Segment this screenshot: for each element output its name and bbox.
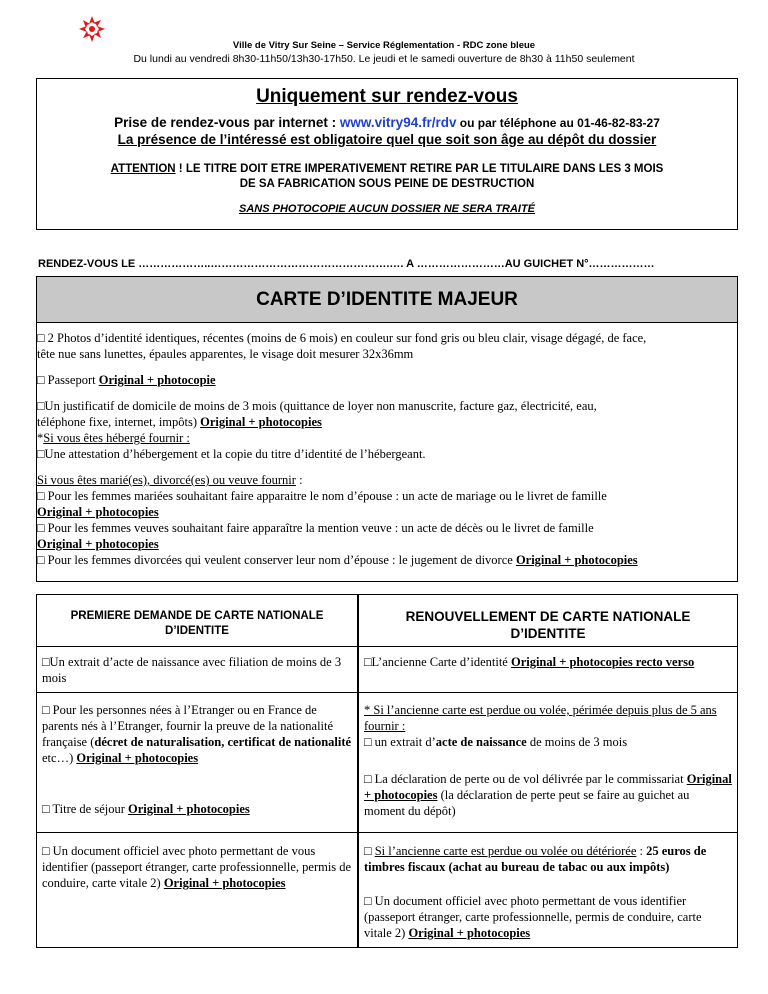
- nationality-text: □ Pour les personnes nées à l’Etranger ou en France de parents nés à l’Etranger, fournir la preuve de la nationalité française (: [42, 703, 334, 749]
- marital-section: [37, 472, 737, 568]
- declaration-requirement: Original + photocopies: [364, 772, 732, 802]
- marital-heading: Si vous êtes marié(es), divorcé(es) ou veuve fournir: [37, 473, 296, 487]
- renewal-header: [359, 595, 737, 647]
- marital-heading-suffix: :: [295, 473, 303, 487]
- stamps-condition: Si l’ancienne carte est perdue ou volée ou détériorée: [374, 844, 637, 858]
- old-card-requirement: Original + photocopies recto verso: [510, 655, 695, 669]
- old-card-text: □L’ancienne Carte d’identité: [364, 655, 511, 669]
- nationality-docs: décret de naturalisation, certificat de nationalité: [94, 735, 352, 749]
- id-card-section: [36, 276, 738, 582]
- widowed-item: □ Pour les femmes veuves souhaitant faire apparaître la mention veuve : un acte de décès ou le livret de famille: [37, 521, 594, 535]
- widowed-requirement: Original + photocopies: [37, 537, 159, 551]
- renewal-official-doc-text: □ Un document officiel avec photo permettant de vous identifier (passeport étranger, carte professionnelle, permis de conduire, carte vitale 2): [364, 894, 702, 940]
- official-doc-requirement: Original + photocopies: [163, 876, 286, 890]
- renewal-item-old-card: [359, 647, 737, 693]
- presence-notice: La présence de l’intéressé est obligatoire quel que soit son âge au dépôt du dossier: [117, 132, 657, 147]
- passport-label: □ Passeport: [37, 373, 99, 387]
- booking-link[interactable]: www.vitry94.fr/rdv: [339, 115, 457, 130]
- residence-text: □ Titre de séjour: [42, 802, 129, 816]
- renewal-column: [358, 594, 738, 948]
- photos-line2: tête nue sans lunettes, épaules apparentes, le visage doit mesurer 32x36mm: [37, 347, 414, 361]
- renewal-header-line1: RENOUVELLEMENT DE CARTE NATIONALE: [405, 609, 691, 624]
- stamps-amount: 25 euros de timbres fiscaux (achat au bureau de tabac ou aux impôts): [364, 844, 707, 874]
- card-title: CARTE D’IDENTITE MAJEUR: [37, 277, 737, 323]
- renewal-header-line2: D’IDENTITE: [510, 626, 586, 641]
- stamps-box: □: [364, 844, 375, 858]
- booking-phone: 01-46-82-83-27: [577, 116, 660, 130]
- declaration-note: (la déclaration de perte peut se faire au guichet au moment du dépôt): [364, 788, 690, 818]
- attention-word: ATTENTION: [110, 163, 176, 175]
- renewal-item-stamps: [359, 833, 737, 893]
- residence-requirement: Original + photocopies: [128, 802, 250, 816]
- birth-certificate-text: □Un extrait d’acte de naissance avec filiation de moins de 3 mois: [42, 655, 342, 685]
- booking-line: [37, 115, 737, 130]
- passport-requirement: Original + photocopie: [98, 373, 216, 387]
- nationality-requirement: Original + photocopies: [76, 751, 199, 765]
- no-copy-notice: SANS PHOTOCOPIE AUCUN DOSSIER NE SERA TRAITÉ: [238, 203, 536, 215]
- stamps-colon: :: [636, 844, 647, 858]
- renewal-item-lost: [359, 693, 737, 757]
- first-request-header: [37, 595, 357, 647]
- renewal-official-doc-requirement: Original + photocopies: [408, 926, 531, 940]
- appointment-notice: [36, 78, 738, 230]
- heberge-heading: Si vous êtes hébergé fournir :: [43, 431, 190, 445]
- heberge-prefix: *: [37, 431, 44, 445]
- renewal-item-declaration: [359, 757, 737, 833]
- married-item: □ Pour les femmes mariées souhaitant faire apparaitre le nom d’épouse : un acte de mariage ou le livret de famille: [37, 489, 607, 503]
- domicile-item: [37, 398, 737, 462]
- married-requirement: Original + photocopies: [37, 505, 159, 519]
- first-request-header-line2: D’IDENTITE: [165, 625, 229, 637]
- first-request-header-line1: PREMIERE DEMANDE DE CARTE NATIONALE: [70, 610, 324, 622]
- divorced-requirement: Original + photocopies: [515, 553, 638, 567]
- booking-phone-text: ou par téléphone au: [456, 116, 578, 130]
- declaration-text: □ La déclaration de perte ou de vol délivrée par le commissariat: [364, 772, 687, 786]
- photos-line1: □ 2 Photos d’identité identiques, récentes (moins de 6 mois) en couleur sur fond gris ou bleu clair, visage dégagé, de face,: [37, 331, 647, 345]
- heberge-item: □Une attestation d’hébergement et la copie du titre d’identité de l’hébergeant.: [37, 447, 426, 461]
- attention-line2: DE SA FABRICATION SOUS PEINE DE DESTRUCTION: [239, 178, 535, 190]
- first-request-item-official-doc: [37, 833, 357, 943]
- attention-line1: ! LE TITRE DOIT ETRE IMPERATIVEMENT RETIRE PAR LE TITULAIRE DANS LES 3 MOIS: [175, 163, 664, 175]
- first-request-item-residence: [37, 793, 357, 833]
- first-request-column: [36, 594, 358, 948]
- service-header: Ville de Vitry Sur Seine – Service Réglementation - RDC zone bleue: [232, 40, 536, 51]
- booking-prefix: Prise de rendez-vous par internet :: [114, 115, 340, 130]
- domicile-line2: téléphone fixe, internet, impôts): [37, 415, 201, 429]
- card-requirements: [37, 323, 737, 568]
- renewal-item-official-doc: [359, 885, 737, 949]
- nationality-etc: etc…): [42, 751, 77, 765]
- first-request-item-nationality: [37, 693, 357, 793]
- divorced-item: □ Pour les femmes divorcées qui veulent conserver leur nom d’épouse : le jugement de divorce: [37, 553, 516, 567]
- opening-hours: Du lundi au vendredi 8h30-11h50/13h30-17h50. Le jeudi et le samedi ouverture de 8h30 à 11h50 seulement: [133, 53, 635, 65]
- official-doc-text: □ Un document officiel avec photo permettant de vous identifier (passeport étranger, carte professionnelle, permis de conduire, carte vitale 2): [42, 844, 352, 890]
- requirements-table: [36, 594, 738, 948]
- attention-notice: [37, 162, 737, 192]
- appointment-title: Uniquement sur rendez-vous: [256, 86, 518, 107]
- lost-card-extract: □ un extrait d’: [364, 735, 436, 749]
- passport-item: [37, 372, 737, 388]
- lost-card-birth: acte de naissance: [435, 735, 527, 749]
- lost-card-duration: de moins de 3 mois: [526, 735, 628, 749]
- domicile-requirement: Original + photocopies: [200, 415, 322, 429]
- first-request-item-birth: [37, 647, 357, 693]
- photos-item: [37, 330, 737, 362]
- domicile-line1: □Un justificatif de domicile de moins de 3 mois (quittance de loyer non manuscrite, facture gaz, électricité, eau,: [37, 399, 597, 413]
- appointment-line: RENDEZ-VOUS LE ………………..………………………………………….…. A ……………………AU GUICHET N°………………: [38, 258, 655, 270]
- lost-card-heading: * Si l’ancienne carte est perdue ou volée, périmée depuis plus de 5 ans fournir :: [364, 703, 717, 733]
